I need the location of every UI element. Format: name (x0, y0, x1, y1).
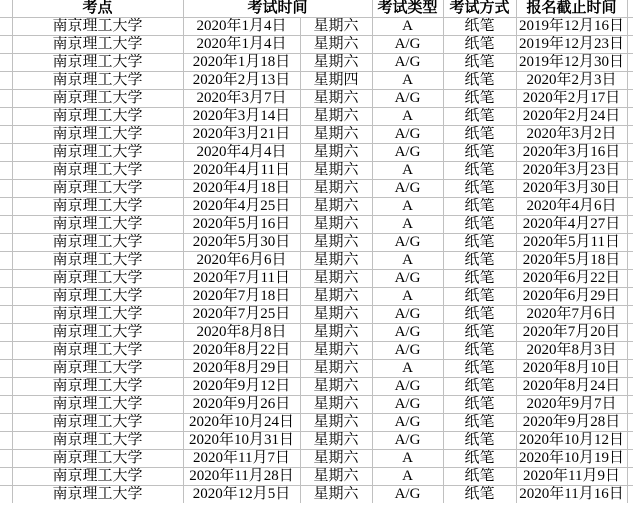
cell-exam-method: 纸笔 (443, 54, 516, 72)
edge-sliver-cell (627, 324, 633, 342)
table-row (0, 396, 633, 414)
edge-sliver-cell (627, 54, 633, 72)
cell-exam-method: 纸笔 (443, 342, 516, 360)
cell-deadline: 2020年5月18日 (516, 252, 627, 270)
cell-weekday: 星期六 (300, 414, 372, 432)
cell-deadline: 2020年2月3日 (516, 72, 627, 90)
cell-deadline: 2020年2月17日 (516, 90, 627, 108)
cell-exam-date: 2020年10月24日 (183, 414, 300, 432)
table-row (0, 144, 633, 162)
cell-exam-method: 纸笔 (443, 36, 516, 54)
cell-weekday: 星期六 (300, 216, 372, 234)
cell-exam-type: A (372, 18, 443, 36)
table-row (0, 270, 633, 288)
cell-exam-type: A/G (372, 342, 443, 360)
cell-exam-type: A/G (372, 324, 443, 342)
cell-weekday: 星期六 (300, 180, 372, 198)
header-site: 考点 (12, 0, 183, 18)
row-gutter-cell (0, 396, 12, 414)
cell-deadline: 2020年7月6日 (516, 306, 627, 324)
cell-exam-date: 2020年1月4日 (183, 18, 300, 36)
cell-exam-type: A/G (372, 486, 443, 504)
table-row (0, 198, 633, 216)
cell-deadline: 2020年11月9日 (516, 468, 627, 486)
cell-weekday: 星期六 (300, 324, 372, 342)
cell-weekday: 星期六 (300, 288, 372, 306)
cell-exam-date: 2020年4月18日 (183, 180, 300, 198)
cell-weekday: 星期六 (300, 432, 372, 450)
row-gutter-cell (0, 90, 12, 108)
cell-exam-date: 2020年6月6日 (183, 252, 300, 270)
cell-exam-type: A/G (372, 270, 443, 288)
table-row (0, 306, 633, 324)
row-gutter-cell (0, 288, 12, 306)
row-gutter-cell (0, 198, 12, 216)
cell-exam-date: 2020年8月29日 (183, 360, 300, 378)
cell-exam-type: A/G (372, 54, 443, 72)
cell-deadline: 2020年7月20日 (516, 324, 627, 342)
cell-weekday: 星期六 (300, 18, 372, 36)
table-row (0, 72, 633, 90)
edge-sliver-cell (627, 126, 633, 144)
cell-exam-date: 2020年11月7日 (183, 450, 300, 468)
table-row (0, 180, 633, 198)
cell-exam-date: 2020年8月22日 (183, 342, 300, 360)
table-row (0, 216, 633, 234)
cell-site: 南京理工大学 (12, 90, 183, 108)
cell-exam-date: 2020年11月28日 (183, 468, 300, 486)
cell-weekday: 星期六 (300, 234, 372, 252)
cell-site: 南京理工大学 (12, 162, 183, 180)
cell-weekday: 星期六 (300, 396, 372, 414)
cell-site: 南京理工大学 (12, 270, 183, 288)
edge-sliver-cell (627, 486, 633, 504)
cell-exam-method: 纸笔 (443, 468, 516, 486)
row-gutter-cell (0, 324, 12, 342)
cell-exam-type: A (372, 198, 443, 216)
cell-exam-date: 2020年7月18日 (183, 288, 300, 306)
cell-site: 南京理工大学 (12, 342, 183, 360)
edge-sliver-cell (627, 414, 633, 432)
cell-exam-method: 纸笔 (443, 450, 516, 468)
edge-sliver-cell (627, 90, 633, 108)
cell-exam-date: 2020年1月18日 (183, 54, 300, 72)
cell-deadline: 2020年10月19日 (516, 450, 627, 468)
cell-site: 南京理工大学 (12, 306, 183, 324)
edge-sliver-cell (627, 180, 633, 198)
header-gutter-cell (0, 0, 12, 18)
cell-exam-date: 2020年4月4日 (183, 144, 300, 162)
cell-exam-type: A (372, 450, 443, 468)
cell-weekday: 星期六 (300, 36, 372, 54)
cell-exam-method: 纸笔 (443, 126, 516, 144)
cell-site: 南京理工大学 (12, 288, 183, 306)
row-gutter-cell (0, 36, 12, 54)
cell-exam-type: A/G (372, 90, 443, 108)
header-deadline: 报名截止时间 (516, 0, 627, 18)
cell-exam-type: A/G (372, 414, 443, 432)
row-gutter-cell (0, 108, 12, 126)
cell-deadline: 2020年10月12日 (516, 432, 627, 450)
cell-exam-type: A/G (372, 234, 443, 252)
table-row (0, 468, 633, 486)
cell-deadline: 2019年12月23日 (516, 36, 627, 54)
cell-exam-type: A/G (372, 396, 443, 414)
header-row (0, 0, 633, 18)
edge-sliver-cell (627, 360, 633, 378)
cell-exam-method: 纸笔 (443, 486, 516, 504)
cell-weekday: 星期六 (300, 108, 372, 126)
edge-sliver-cell (627, 162, 633, 180)
edge-sliver-cell (627, 252, 633, 270)
cell-exam-type: A/G (372, 180, 443, 198)
cell-site: 南京理工大学 (12, 468, 183, 486)
edge-sliver-cell (627, 378, 633, 396)
table-row (0, 378, 633, 396)
edge-sliver-cell (627, 288, 633, 306)
cell-site: 南京理工大学 (12, 414, 183, 432)
cell-site: 南京理工大学 (12, 396, 183, 414)
header-exam-time: 考试时间 (183, 0, 372, 18)
table-row (0, 414, 633, 432)
edge-sliver-cell (627, 306, 633, 324)
cell-exam-method: 纸笔 (443, 108, 516, 126)
cell-weekday: 星期四 (300, 72, 372, 90)
row-gutter-cell (0, 378, 12, 396)
edge-sliver-cell (627, 144, 633, 162)
cell-exam-method: 纸笔 (443, 162, 516, 180)
table-row (0, 432, 633, 450)
cell-exam-date: 2020年7月25日 (183, 306, 300, 324)
cell-exam-type: A (372, 108, 443, 126)
cell-site: 南京理工大学 (12, 108, 183, 126)
cell-deadline: 2019年12月16日 (516, 18, 627, 36)
edge-sliver-cell (627, 72, 633, 90)
edge-sliver-cell (627, 108, 633, 126)
cell-exam-method: 纸笔 (443, 378, 516, 396)
table-row (0, 54, 633, 72)
cell-exam-method: 纸笔 (443, 432, 516, 450)
row-gutter-cell (0, 342, 12, 360)
row-gutter-cell (0, 72, 12, 90)
cell-site: 南京理工大学 (12, 72, 183, 90)
table-row (0, 342, 633, 360)
cell-exam-type: A/G (372, 432, 443, 450)
table-row (0, 36, 633, 54)
cell-deadline: 2020年4月6日 (516, 198, 627, 216)
cell-site: 南京理工大学 (12, 234, 183, 252)
cell-exam-type: A/G (372, 144, 443, 162)
table-row (0, 126, 633, 144)
cell-exam-date: 2020年7月11日 (183, 270, 300, 288)
cell-weekday: 星期六 (300, 252, 372, 270)
cell-exam-method: 纸笔 (443, 198, 516, 216)
cell-exam-type: A (372, 162, 443, 180)
table-body (0, 18, 633, 504)
cell-site: 南京理工大学 (12, 252, 183, 270)
cell-deadline: 2019年12月30日 (516, 54, 627, 72)
edge-sliver-cell (627, 198, 633, 216)
cell-deadline: 2020年3月16日 (516, 144, 627, 162)
cell-exam-date: 2020年5月16日 (183, 216, 300, 234)
row-gutter-cell (0, 306, 12, 324)
cell-exam-method: 纸笔 (443, 72, 516, 90)
header-exam-type: 考试类型 (372, 0, 443, 18)
cell-weekday: 星期六 (300, 360, 372, 378)
cell-exam-date: 2020年3月21日 (183, 126, 300, 144)
cell-exam-date: 2020年8月8日 (183, 324, 300, 342)
row-gutter-cell (0, 216, 12, 234)
cell-weekday: 星期六 (300, 126, 372, 144)
cell-exam-method: 纸笔 (443, 306, 516, 324)
cell-exam-date: 2020年3月14日 (183, 108, 300, 126)
cell-exam-date: 2020年3月7日 (183, 90, 300, 108)
cell-weekday: 星期六 (300, 486, 372, 504)
cell-weekday: 星期六 (300, 468, 372, 486)
cell-exam-method: 纸笔 (443, 396, 516, 414)
cell-site: 南京理工大学 (12, 126, 183, 144)
cell-weekday: 星期六 (300, 378, 372, 396)
row-gutter-cell (0, 144, 12, 162)
table-row (0, 108, 633, 126)
cell-exam-date: 2020年9月26日 (183, 396, 300, 414)
cell-deadline: 2020年8月3日 (516, 342, 627, 360)
table-row (0, 288, 633, 306)
cell-exam-type: A (372, 252, 443, 270)
cell-deadline: 2020年6月29日 (516, 288, 627, 306)
table-row (0, 18, 633, 36)
edge-sliver-cell (627, 432, 633, 450)
cell-exam-date: 2020年2月13日 (183, 72, 300, 90)
edge-sliver-cell (627, 396, 633, 414)
cell-exam-date: 2020年12月5日 (183, 486, 300, 504)
cell-site: 南京理工大学 (12, 450, 183, 468)
header-edge-sliver (627, 0, 633, 18)
cell-deadline: 2020年9月7日 (516, 396, 627, 414)
cell-exam-type: A (372, 360, 443, 378)
cell-weekday: 星期六 (300, 270, 372, 288)
cell-site: 南京理工大学 (12, 198, 183, 216)
cell-deadline: 2020年8月10日 (516, 360, 627, 378)
edge-sliver-cell (627, 450, 633, 468)
cell-exam-date: 2020年10月31日 (183, 432, 300, 450)
cell-site: 南京理工大学 (12, 378, 183, 396)
row-gutter-cell (0, 234, 12, 252)
cell-site: 南京理工大学 (12, 180, 183, 198)
cell-site: 南京理工大学 (12, 144, 183, 162)
cell-exam-date: 2020年4月11日 (183, 162, 300, 180)
cell-site: 南京理工大学 (12, 324, 183, 342)
cell-exam-method: 纸笔 (443, 288, 516, 306)
cell-weekday: 星期六 (300, 342, 372, 360)
table-row (0, 360, 633, 378)
edge-sliver-cell (627, 18, 633, 36)
cell-exam-method: 纸笔 (443, 324, 516, 342)
row-gutter-cell (0, 126, 12, 144)
cell-site: 南京理工大学 (12, 486, 183, 504)
cell-exam-date: 2020年9月12日 (183, 378, 300, 396)
cell-exam-type: A (372, 468, 443, 486)
cell-deadline: 2020年9月28日 (516, 414, 627, 432)
cell-exam-method: 纸笔 (443, 414, 516, 432)
cell-exam-method: 纸笔 (443, 234, 516, 252)
cell-exam-method: 纸笔 (443, 270, 516, 288)
cell-exam-method: 纸笔 (443, 216, 516, 234)
row-gutter-cell (0, 414, 12, 432)
row-gutter-cell (0, 18, 12, 36)
cell-exam-type: A/G (372, 126, 443, 144)
cell-exam-method: 纸笔 (443, 252, 516, 270)
edge-sliver-cell (627, 216, 633, 234)
edge-sliver-cell (627, 270, 633, 288)
cell-deadline: 2020年3月2日 (516, 126, 627, 144)
cell-exam-type: A (372, 288, 443, 306)
row-gutter-cell (0, 162, 12, 180)
table-row (0, 486, 633, 504)
cell-exam-date: 2020年5月30日 (183, 234, 300, 252)
row-gutter-cell (0, 252, 12, 270)
cell-exam-method: 纸笔 (443, 144, 516, 162)
row-gutter-cell (0, 360, 12, 378)
row-gutter-cell (0, 432, 12, 450)
cell-exam-type: A (372, 72, 443, 90)
cell-weekday: 星期六 (300, 90, 372, 108)
cell-deadline: 2020年4月27日 (516, 216, 627, 234)
table-row (0, 252, 633, 270)
cell-exam-method: 纸笔 (443, 360, 516, 378)
cell-exam-method: 纸笔 (443, 18, 516, 36)
table-row (0, 324, 633, 342)
table-row (0, 234, 633, 252)
cell-exam-type: A/G (372, 378, 443, 396)
cell-exam-type: A/G (372, 306, 443, 324)
row-gutter-cell (0, 486, 12, 504)
cell-exam-type: A/G (372, 36, 443, 54)
table-row (0, 90, 633, 108)
row-gutter-cell (0, 468, 12, 486)
table-row (0, 450, 633, 468)
cell-deadline: 2020年8月24日 (516, 378, 627, 396)
cell-deadline: 2020年3月23日 (516, 162, 627, 180)
cell-exam-method: 纸笔 (443, 180, 516, 198)
cell-weekday: 星期六 (300, 54, 372, 72)
cell-site: 南京理工大学 (12, 36, 183, 54)
cell-deadline: 2020年6月22日 (516, 270, 627, 288)
cell-deadline: 2020年11月16日 (516, 486, 627, 504)
cell-weekday: 星期六 (300, 144, 372, 162)
cell-site: 南京理工大学 (12, 216, 183, 234)
row-gutter-cell (0, 54, 12, 72)
cell-deadline: 2020年5月11日 (516, 234, 627, 252)
row-gutter-cell (0, 270, 12, 288)
edge-sliver-cell (627, 342, 633, 360)
edge-sliver-cell (627, 36, 633, 54)
cell-weekday: 星期六 (300, 162, 372, 180)
cell-site: 南京理工大学 (12, 432, 183, 450)
cell-exam-method: 纸笔 (443, 90, 516, 108)
cell-deadline: 2020年3月30日 (516, 180, 627, 198)
row-gutter-cell (0, 180, 12, 198)
table-row (0, 162, 633, 180)
cell-weekday: 星期六 (300, 450, 372, 468)
edge-sliver-cell (627, 468, 633, 486)
cell-site: 南京理工大学 (12, 360, 183, 378)
edge-sliver-cell (627, 234, 633, 252)
header-exam-method: 考试方式 (443, 0, 516, 18)
cell-weekday: 星期六 (300, 306, 372, 324)
cell-exam-type: A (372, 216, 443, 234)
cell-site: 南京理工大学 (12, 18, 183, 36)
row-gutter-cell (0, 450, 12, 468)
cell-weekday: 星期六 (300, 198, 372, 216)
cell-exam-date: 2020年1月4日 (183, 36, 300, 54)
cell-deadline: 2020年2月24日 (516, 108, 627, 126)
cell-exam-date: 2020年4月25日 (183, 198, 300, 216)
cell-site: 南京理工大学 (12, 54, 183, 72)
